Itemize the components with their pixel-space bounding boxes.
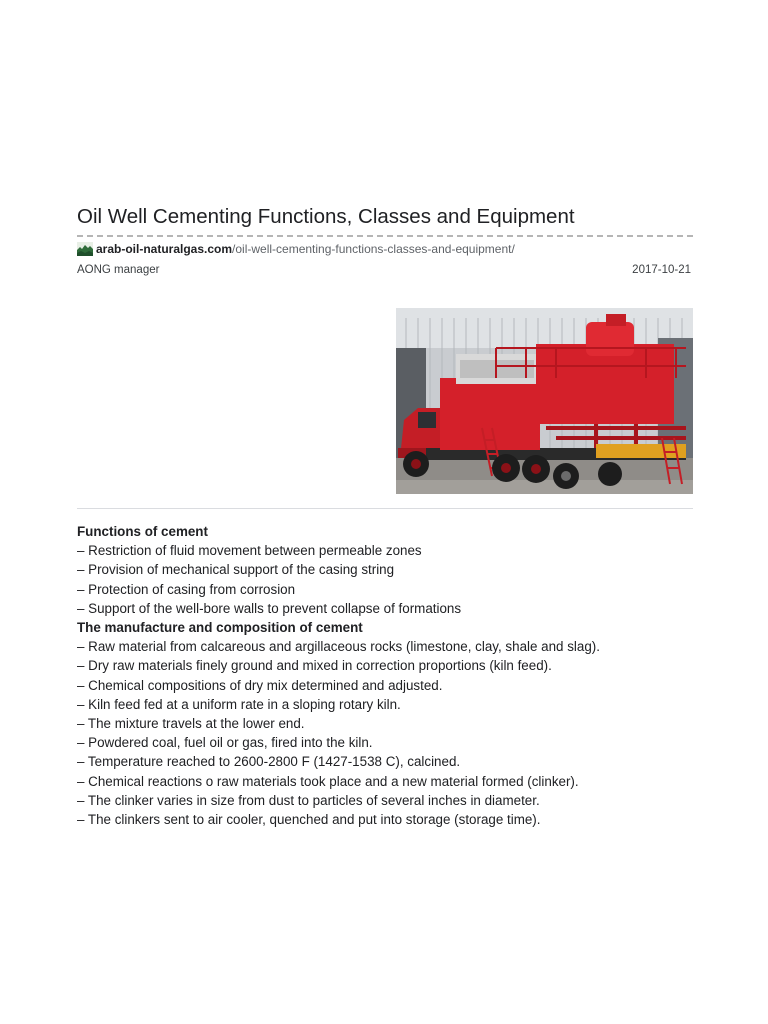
title-divider xyxy=(77,235,693,237)
list-item: – The clinker varies in size from dust to particles of several inches in diameter. xyxy=(77,792,540,808)
image-divider xyxy=(77,508,693,509)
list-item: – Raw material from calcareous and argillaceous rocks (limestone, clay, shale and slag). xyxy=(77,639,600,655)
source-path[interactable]: /oil-well-cementing-functions-classes-and-equipment/ xyxy=(232,242,515,256)
cementing-truck-illustration xyxy=(396,308,693,494)
list-item: – Support of the well-bore walls to prevent collapse of formations xyxy=(77,600,462,616)
article-meta xyxy=(77,264,691,276)
list-item: – The clinkers sent to air cooler, quenched and put into storage (storage time). xyxy=(77,812,541,828)
section-heading: The manufacture and composition of cement xyxy=(77,620,363,636)
list-item: – Kiln feed fed at a uniform rate in a sloping rotary kiln. xyxy=(77,696,401,712)
article-body xyxy=(77,522,697,829)
list-item: – Dry raw materials finely ground and mixed in correction proportions (kiln feed). xyxy=(77,658,552,674)
list-item: – Protection of casing from corrosion xyxy=(77,581,296,597)
list-item: – Chemical reactions o raw materials took place and a new material formed (clinker). xyxy=(77,773,579,789)
list-item: – Temperature reached to 2600-2800 F (1427-1538 C), calcined. xyxy=(77,754,461,770)
list-item: – Restriction of fluid movement between permeable zones xyxy=(77,543,422,559)
author-name: AONG manager xyxy=(77,264,160,276)
source-link[interactable] xyxy=(77,241,515,257)
article-title: Oil Well Cementing Functions, Classes and Equipment xyxy=(77,205,575,228)
section-heading: Functions of cement xyxy=(77,524,208,539)
list-item: – Chemical compositions of dry mix determined and adjusted. xyxy=(77,677,443,693)
cementing-truck-image xyxy=(396,308,693,494)
publish-date: 2017-10-21 xyxy=(632,264,691,276)
source-domain[interactable]: arab-oil-naturalgas.com xyxy=(96,242,233,256)
list-item: – Powdered coal, fuel oil or gas, fired into the kiln. xyxy=(77,735,373,751)
site-favicon-icon xyxy=(77,242,93,256)
list-item: – The mixture travels at the lower end. xyxy=(77,716,305,732)
list-item: – Provision of mechanical support of the casing string xyxy=(77,562,395,578)
